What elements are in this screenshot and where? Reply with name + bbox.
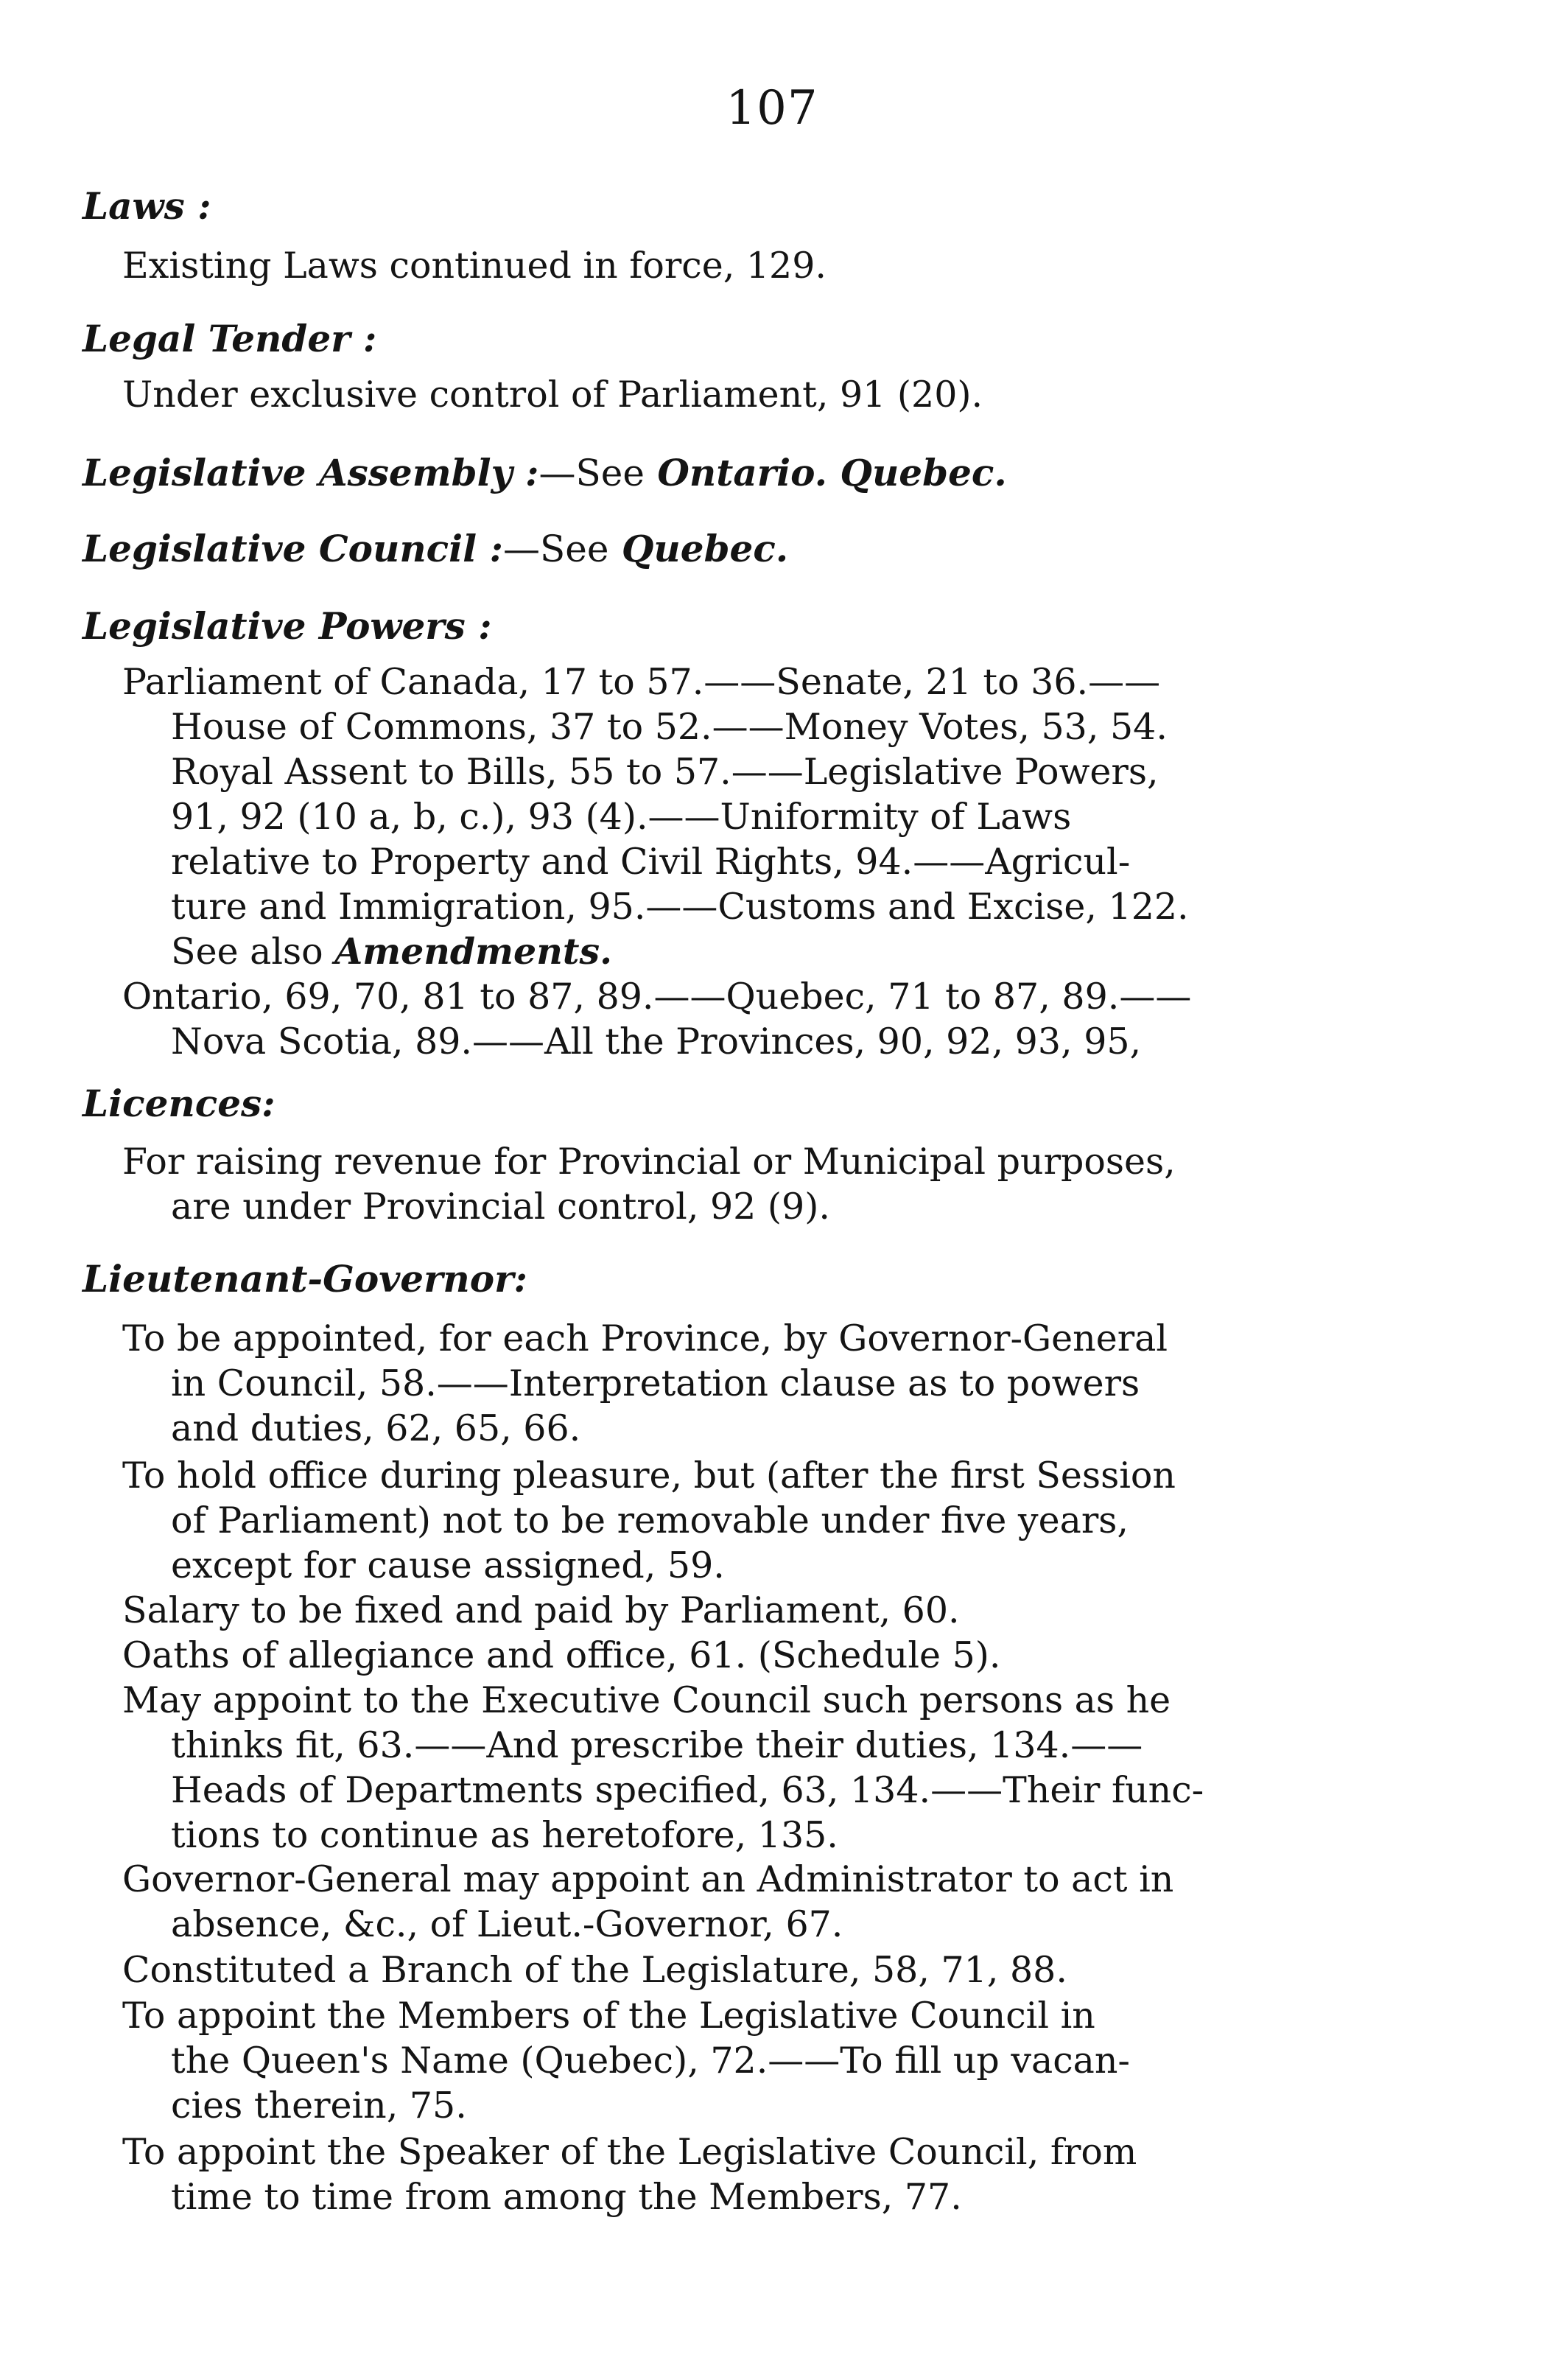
entry-lg-appointed (122, 1316, 1441, 1451)
entry-line: cies therein, 75. (171, 2085, 467, 2127)
entry-line: Royal Assent to Bills, 55 to 57.——Legislative Powers, (171, 751, 1159, 793)
entry-lg-administrator (122, 1857, 1441, 1947)
entry-line (122, 929, 1441, 974)
entry-line: time to time from among the Members, 77. (171, 2176, 962, 2218)
entry-line: relative to Property and Civil Rights, 94.——Agricul- (171, 841, 1131, 883)
entry-legal-tender (122, 372, 1441, 417)
entry-line: For raising revenue for Provincial or Municipal purposes, (122, 1141, 1176, 1183)
entry-lg-oaths (122, 1633, 1441, 1678)
entry-line: tions to continue as heretofore, 135. (171, 1814, 838, 1856)
heading-text: Legislative Assembly : (83, 451, 539, 494)
entry-line: Ontario, 69, 70, 81 to 87, 89.——Quebec, 71 to 87, 89.—— (122, 976, 1192, 1018)
entry-parliament-of-canada (122, 659, 1441, 974)
entry-line: absence, &c., of Lieut.-Governor, 67. (171, 1903, 843, 1945)
entry-lg-executive-council (122, 1678, 1441, 1858)
entry-line: Heads of Departments specified, 63, 134.——Their func- (171, 1769, 1204, 1811)
entry-line: Existing Laws continued in force, 129. (122, 245, 827, 287)
entry-line: Governor-General may appoint an Administrator to act in (122, 1858, 1174, 1900)
entry-line: To hold office during pleasure, but (after the first Session (122, 1455, 1176, 1497)
entry-line: Under exclusive control of Parliament, 91 (20). (122, 374, 983, 416)
entry-line: May appoint to the Executive Council such persons as he (122, 1679, 1171, 1721)
entry-line: Nova Scotia, 89.——All the Provinces, 90, 92, 93, 95, (171, 1021, 1142, 1063)
entry-licences-revenue (122, 1139, 1441, 1229)
entry-laws-continued (122, 243, 1441, 288)
entry-line: To appoint the Members of the Legislative Council in (122, 1995, 1095, 2037)
entry-line: To appoint the Speaker of the Legislative Council, from (122, 2131, 1137, 2173)
entry-line: To be appointed, for each Province, by Governor-General (122, 1317, 1168, 1359)
entry-line: and duties, 62, 65, 66. (171, 1407, 581, 1449)
heading-text: Legislative Council : (83, 527, 503, 570)
heading-licences: Licences: (83, 1082, 276, 1125)
entry-line: the Queen's Name (Quebec), 72.——To fill up vacan- (171, 2040, 1130, 2082)
entry-lg-hold-office (122, 1453, 1441, 1588)
heading-legislative-assembly (83, 451, 1007, 494)
see-label: —See (502, 528, 609, 570)
entry-line: in Council, 58.——Interpretation clause as to powers (171, 1362, 1140, 1404)
entry-line: are under Provincial control, 92 (9). (171, 1186, 830, 1228)
entry-line: Parliament of Canada, 17 to 57.——Senate, 21 to 36.—— (122, 661, 1161, 703)
entry-line: Constituted a Branch of the Legislature, 58, 71, 88. (122, 1949, 1067, 1991)
heading-laws: Laws : (83, 184, 211, 228)
entry-line: thinks fit, 63.——And prescribe their duties, 134.—— (171, 1724, 1143, 1766)
heading-legal-tender: Legal Tender : (83, 317, 377, 360)
heading-legislative-powers: Legislative Powers : (83, 604, 492, 648)
page-number: 107 (726, 81, 818, 136)
entry-line: Salary to be fixed and paid by Parliament, 60. (122, 1589, 960, 1631)
entry-lg-salary (122, 1588, 1441, 1633)
entry-line: Oaths of allegiance and office, 61. (Schedule 5). (122, 1634, 1001, 1676)
entry-lg-appoint-speaker (122, 2129, 1441, 2219)
see-also-reference: Amendments. (334, 930, 613, 973)
see-label: —See (538, 452, 645, 494)
entry-lg-appoint-members (122, 1993, 1441, 2128)
entry-ontario-quebec-provinces (122, 974, 1441, 1064)
entry-line: except for cause assigned, 59. (171, 1544, 725, 1586)
entry-line: of Parliament) not to be removable under five years, (171, 1499, 1129, 1541)
entry-lg-branch-legislature (122, 1947, 1441, 1992)
entry-line: ture and Immigration, 95.——Customs and Excise, 122. (171, 886, 1189, 928)
see-reference: Quebec. (621, 527, 789, 570)
see-also-label: See also (171, 931, 323, 973)
heading-legislative-council (83, 527, 788, 570)
entry-line: House of Commons, 37 to 52.——Money Votes, 53, 54. (171, 706, 1168, 748)
heading-lieutenant-governor: Lieutenant-Governor: (83, 1257, 527, 1301)
entry-line: 91, 92 (10 a, b, c.), 93 (4).——Uniformity of Laws (171, 796, 1072, 838)
see-reference: Ontario. Quebec. (657, 451, 1007, 494)
